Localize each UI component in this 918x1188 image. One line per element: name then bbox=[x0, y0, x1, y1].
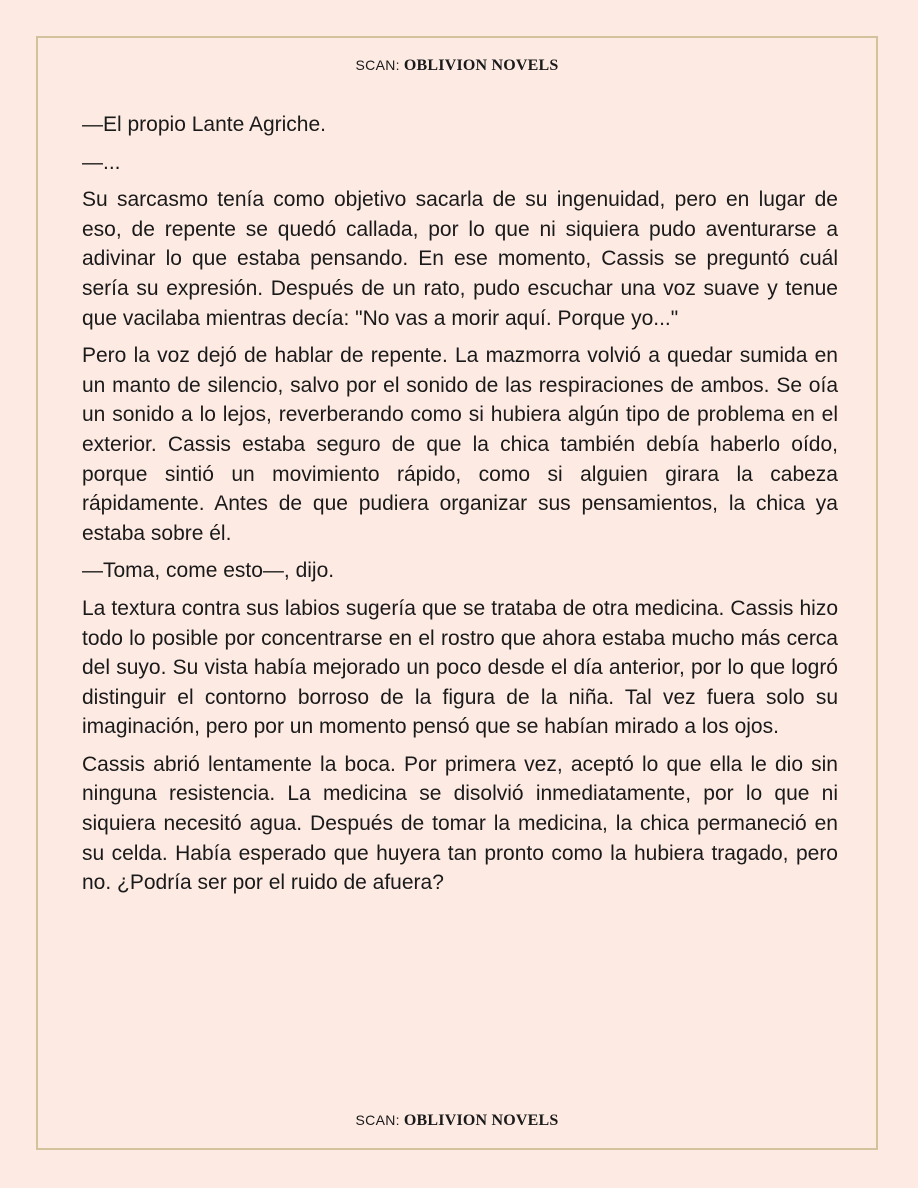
page-header bbox=[38, 57, 876, 75]
paragraph-dialogue-5: —Toma, come esto—, dijo. bbox=[82, 559, 335, 583]
header-scan-label: SCAN: bbox=[355, 57, 400, 73]
footer-scan-label: SCAN: bbox=[355, 1112, 400, 1128]
paragraph-6: La textura contra sus labios sugería que se trataba de otra medicina. Cassis hizo todo lo posible por concentrarse en el rostro que ahora estaba mucho más cerca del suyo. Su vista había mejorado un poco desde el día anterior, por lo que logró distinguir el contorno borroso de la figura de la niña. Tal vez fuera solo su imaginación, pero por un momento pensó que se habían mirado a los ojos. bbox=[82, 596, 838, 739]
page-footer bbox=[38, 1112, 876, 1130]
paragraph-dialogue-2: —... bbox=[82, 150, 121, 174]
page-frame bbox=[36, 36, 878, 1150]
paragraph-4: Pero la voz dejó de hablar de repente. La mazmorra volvió a quedar sumida en un manto de silencio, salvo por el sonido de las respiraciones de ambos. Se oía un sonido a lo lejos, reverberando como si hubiera algún tipo de problema en el exterior. Cassis estaba seguro de que la chica también debía haberlo oído, porque sintió un movimiento rápido, como si alguien girara la cabeza rápidamente. Antes de que pudiera organizar sus pensamientos, la chica ya estaba sobre él. bbox=[82, 344, 838, 545]
paragraph-7: Cassis abrió lentamente la boca. Por primera vez, aceptó lo que ella le dio sin ninguna resistencia. La medicina se disolvió inmediatamente, por lo que ni siquiera necesitó agua. Después de tomar la medicina, la chica permaneció en su celda. Había esperado que huyera tan pronto como la hubiera tragado, pero no. ¿Podría ser por el ruido de afuera? bbox=[82, 752, 838, 895]
chapter-body bbox=[82, 110, 838, 906]
paragraph-dialogue-1: —El propio Lante Agriche. bbox=[82, 113, 326, 136]
paragraph-3: Su sarcasmo tenía como objetivo sacarla de su ingenuidad, pero en lugar de eso, de repente se quedó callada, por lo que ni siquiera pudo aventurarse a adivinar lo que estaba pensando. En ese momento, Cassis se preguntó cuál sería su expresión. Después de un rato, pudo escuchar una voz suave y tenue que vacilaba mientras decía: "No vas a morir aquí. Porque yo..." bbox=[82, 188, 838, 330]
header-brand: OBLIVION NOVELS bbox=[403, 57, 559, 74]
footer-brand: OBLIVION NOVELS bbox=[403, 1112, 559, 1129]
